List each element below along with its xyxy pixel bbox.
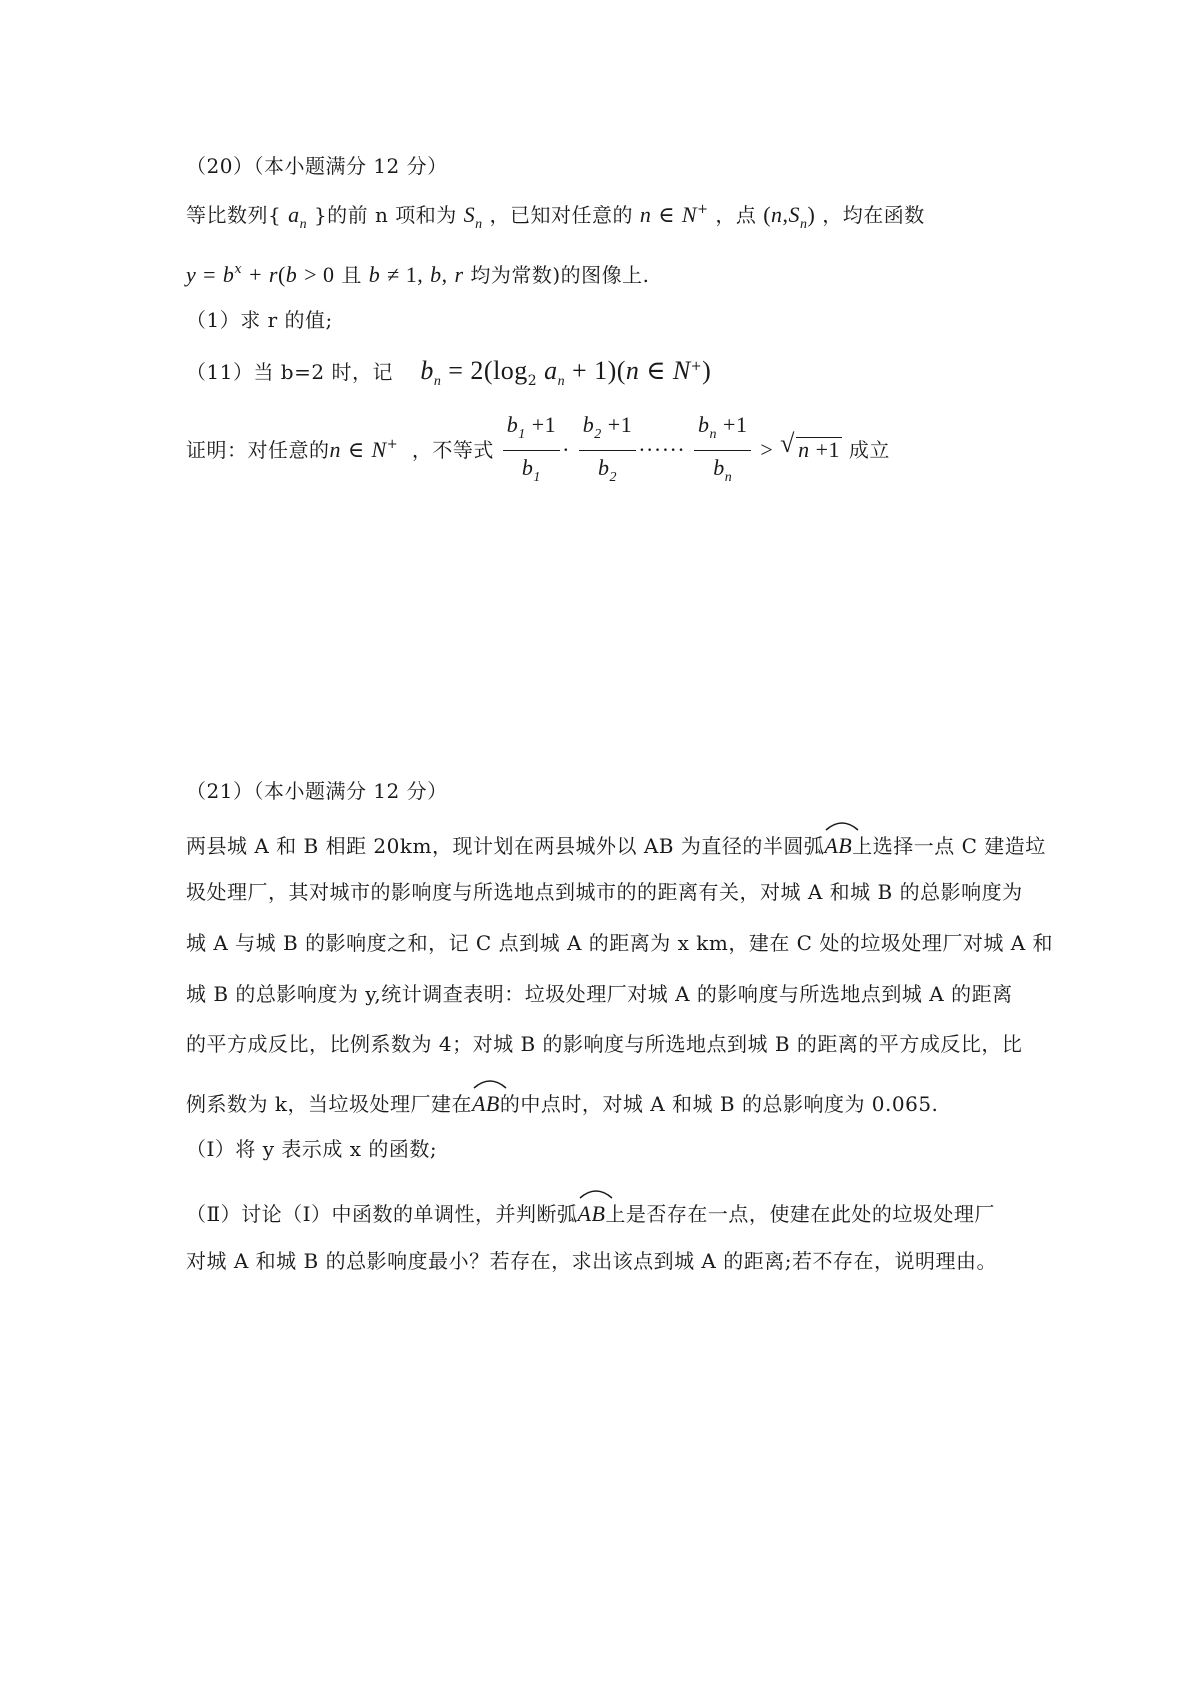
arc-ab-symbol: AB <box>578 1196 606 1228</box>
q20-function-line: $y = b^x + r(b > 0$ 且 b ≠ 1, b, r 均为常数)的图像上. <box>186 262 650 287</box>
arc-ab-symbol: AB <box>472 1086 500 1118</box>
q21-paragraph-line-1: 两县城 A 和 B 相距 20km，现计划在两县城外以 AB 为直径的半圆弧 AB上选择一点 C 建造垃 <box>186 828 1046 860</box>
fraction-1: $\frac{b_1 +1}{b_1}$ <box>503 412 560 491</box>
fraction-2: $\frac{b_2 +1}{b_2}$ <box>579 412 636 491</box>
q20-intro-line: 等比数列{ $a_n$ }的前 n 项和为 $S_n$ ，已知对任意的 n ∈ N+ ，点 $(n,S_n)$ ，均在函数 <box>186 202 925 232</box>
q21-paragraph-line-5: 的平方成反比，比例系数为 4；对城 B 的影响度与所选地点到城 B 的距离的平方成反比，比 <box>186 1032 1023 1056</box>
q21-paragraph-line-4: 城 B 的总影响度为 y,统计调查表明：垃圾处理厂对城 A 的影响度与所选地点到城 A 的距离 <box>186 982 1013 1006</box>
q20-header: （20）（本小题满分 12 分） <box>186 154 448 178</box>
q21-paragraph-line-3: 城 A 与城 B 的影响度之和，记 C 点到城 A 的距离为 x km，建在 C 处的垃圾处理厂对城 A 和 <box>186 931 1053 955</box>
arc-ab-symbol: AB <box>824 828 852 860</box>
fraction-n: $\frac{b_n +1}{b_n}$ <box>694 412 751 491</box>
q21-paragraph-line-2: 圾处理厂，其对城市的影响度与所选地点到城市的的距离有关，对城 A 和城 B 的总影响度为 <box>186 880 1023 904</box>
q21-paragraph-line-6: 例系数为 k，当垃圾处理厂建在 AB的中点时，对城 A 和城 B 的总影响度为 0.065. <box>186 1086 938 1118</box>
q20-part1: （1）求 r 的值; <box>186 308 333 332</box>
q21-part1: （I）将 y 表示成 x 的函数; <box>186 1137 438 1161</box>
q20-part2-line: （11）当 b=2 时，记 $b_n = 2(\log_2$ $a_n + 1)(n$ ∈ N+) <box>186 356 712 389</box>
q21-header: （21）（本小题满分 12 分） <box>186 779 448 803</box>
sqrt-expression: √ n +1 <box>780 429 841 462</box>
q21-part2-line-2: 对城 A 和城 B 的总影响度最小？若存在，求出该点到城 A 的距离;若不存在，说明理由。 <box>186 1249 997 1273</box>
q20-proof-line: 证明：对任意的n ∈ N+ ，不等式 $\frac{b_1 +1}{b_1}$ · $\frac{b_2 +1}{b_2}$ ······ $\frac{b_n +1}{b_n}$ > √ n +1 成立 <box>186 412 890 491</box>
q21-part2-line-1: （Ⅱ）讨论（I）中函数的单调性，并判断弧 AB上是否存在一点，使建在此处的垃圾处理厂 <box>186 1196 995 1228</box>
